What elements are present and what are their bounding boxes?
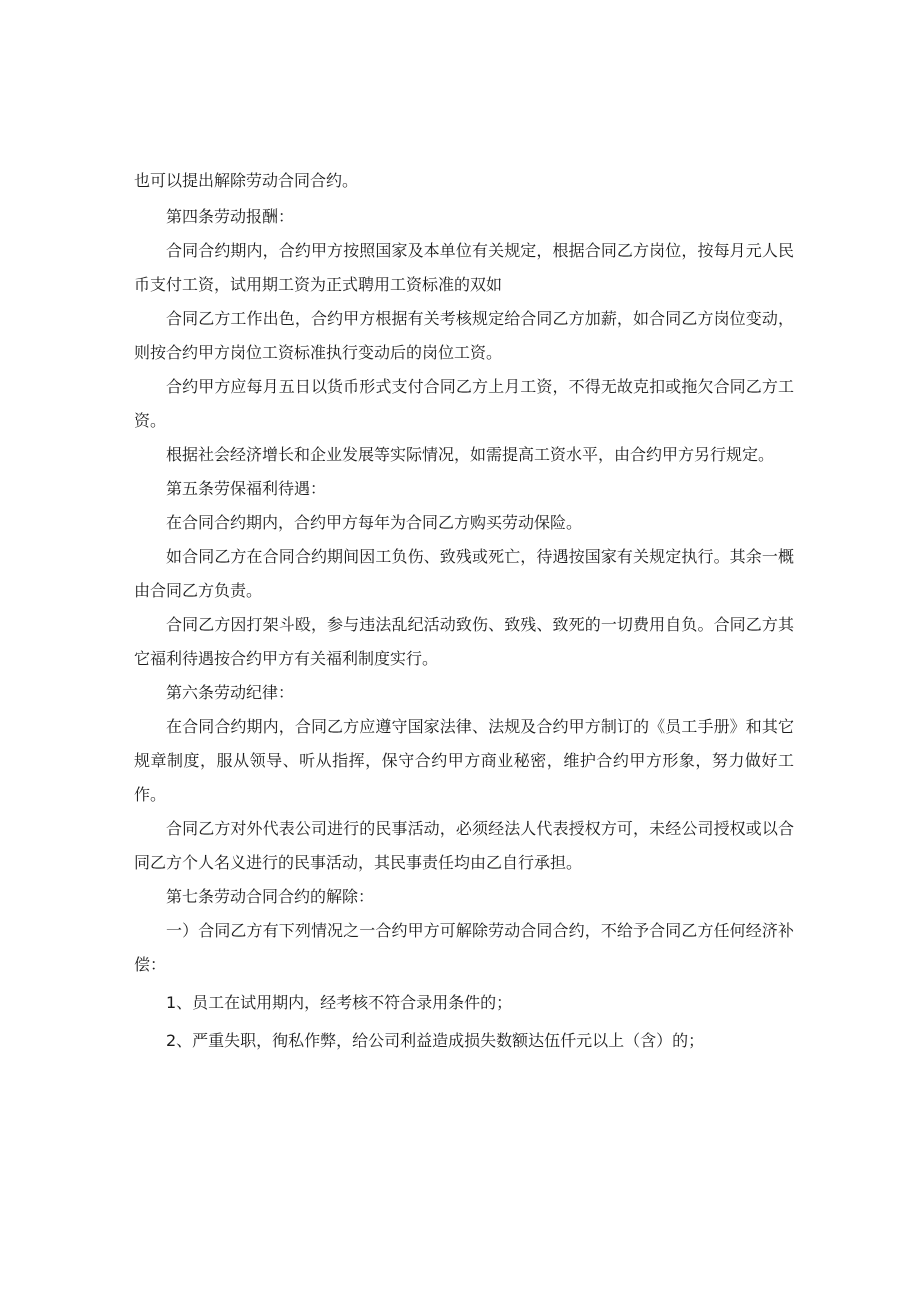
- paragraph: 在合同合约期内，合约甲方每年为合同乙方购买劳动保险。: [166, 513, 583, 532]
- paragraph: 根据社会经济增长和企业发展等实际情况，如需提高工资水平，由合约甲方另行规定。: [166, 445, 775, 464]
- paragraph: 合同合约期内，合约甲方按照国家及本单位有关规定，根据合同乙方岗位，按每月元人民币支付工资，试用期工资为正式聘用工资标准的双如: [134, 241, 794, 294]
- paragraph: 合约甲方应每月五日以货币形式支付合同乙方上月工资，不得无故克扣或拖欠合同乙方工资。: [134, 377, 794, 430]
- paragraph: 在合同合约期内，合同乙方应遵守国家法律、法规及合约甲方制订的《员工手册》和其它规章制度，服从领导、听从指挥，保守合约甲方商业秘密，维护合约甲方形象，努力做好工作。: [134, 717, 794, 804]
- section-heading: 第四条劳动报酬：: [166, 207, 295, 226]
- paragraph: 合同乙方工作出色，合约甲方根据有关考核规定给合同乙方加薪，如合同乙方岗位变动，则按合约甲方岗位工资标准执行变动后的岗位工资。: [134, 309, 794, 362]
- list-item: 2、严重失职，徇私作弊，给公司利益造成损失数额达伍仟元以上（含）的；: [166, 1031, 705, 1050]
- paragraph: 合同乙方对外代表公司进行的民事活动，必须经法人代表授权方可，未经公司授权或以合同乙方个人名义进行的民事活动，其民事责任均由乙自行承担。: [134, 819, 794, 872]
- document-body: [134, 164, 794, 1058]
- paragraph: 合同乙方因打架斗殴，参与违法乱纪活动致伤、致残、致死的一切费用自负。合同乙方其它福利待遇按合约甲方有关福利制度实行。: [134, 615, 794, 668]
- list-item: 1、员工在试用期内，经考核不符合录用条件的；: [166, 993, 513, 1012]
- section-heading: 第七条劳动合同合约的解除：: [166, 887, 375, 906]
- paragraph: 一）合同乙方有下列情况之一合约甲方可解除劳动合同合约，不给予合同乙方任何经济补偿：: [134, 921, 794, 974]
- paragraph: 如合同乙方在合同合约期间因工负伤、致残或死亡，待遇按国家有关规定执行。其余一概由合同乙方负责。: [134, 547, 794, 600]
- paragraph: 也可以提出解除劳动合同合约。: [134, 171, 359, 190]
- section-heading: 第五条劳保福利待遇：: [166, 479, 327, 498]
- section-heading: 第六条劳动纪律：: [166, 683, 295, 702]
